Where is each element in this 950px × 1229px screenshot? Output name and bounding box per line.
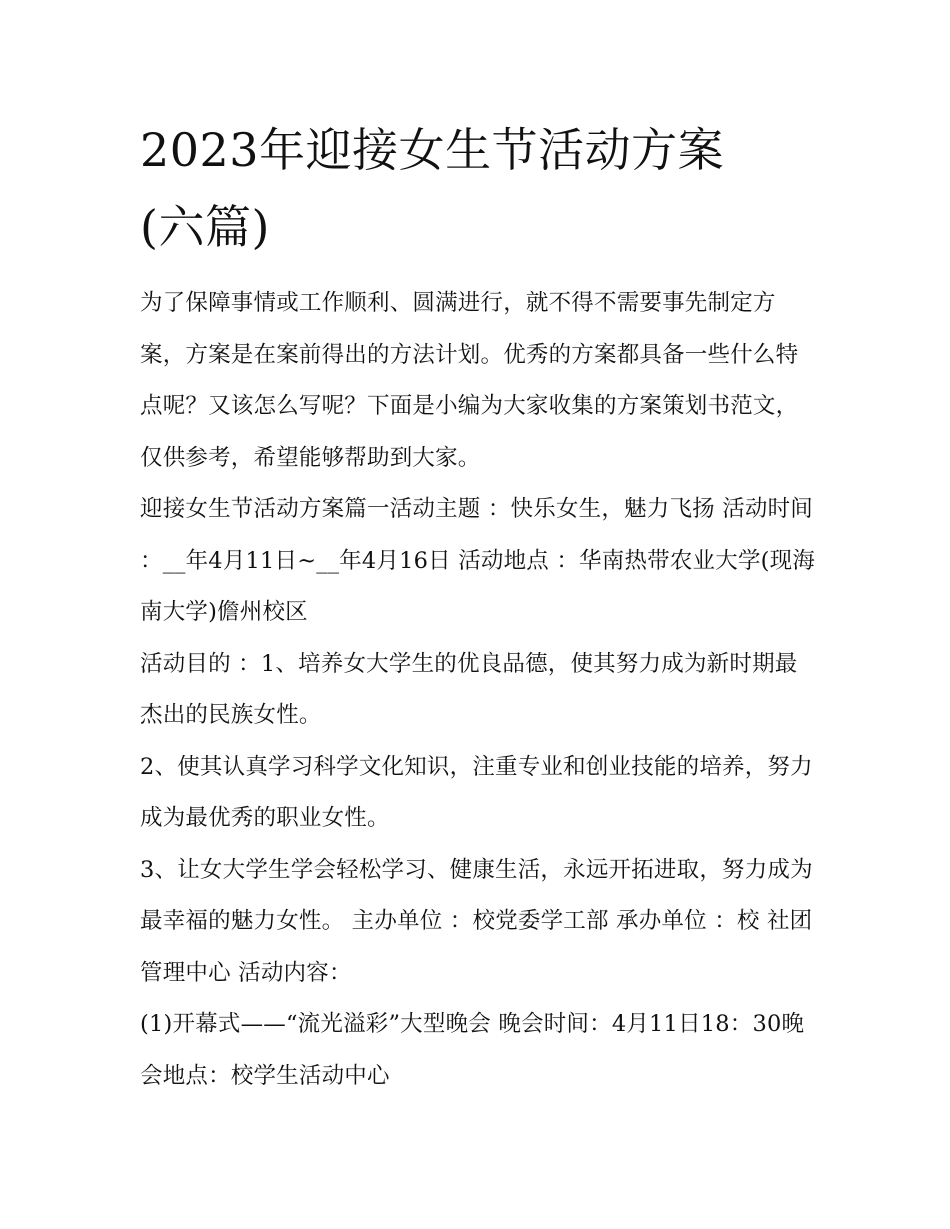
paragraph-intro: 为了保障事情或工作顺利、圆满进行，就不得不需要事先制定方案，方案是在案前得出的方法计划。优秀的方案都具备一些什么特点呢？又该怎么写呢？下面是小编为大家收集的方案策划书范文，仅供参考，希望能够帮助到大家。	[140, 290, 799, 471]
document-title-line-1: 2023年迎接女生节活动方案	[140, 123, 725, 177]
paragraph-purpose-1: 活动目的 ：1、培养女大学生的优良品德，使其努力成为新时期最杰出的民族女性。	[140, 650, 798, 728]
paragraph-purpose-3: 3、让女大学生学会轻松学习、健康生活，永远开拓进取，努力成为最幸福的魅力女性。 主办单位 ：校党委学工部 承办单位 ：校 社团管理中心 活动内容：	[140, 856, 813, 986]
paragraph-purpose-2: 2、使其认真学习科学文化知识，注重专业和创业技能的培养，努力成为最优秀的职业女性。	[140, 753, 813, 831]
document-body	[140, 278, 820, 1102]
document-content	[140, 112, 820, 1102]
paragraph-opening: (1)开幕式——“流光溢彩”大型晚会 晚会时间：4月11日18：30晚会地点：校学生活动中心	[140, 1011, 805, 1089]
document-title	[140, 112, 820, 266]
document-title-line-2: (六篇)	[140, 200, 270, 254]
paragraph-activity-info: 迎接女生节活动方案篇一活动主题 ：快乐女生，魅力飞扬 活动时间 ：__年4月11日~__年4月16日 活动地点 ：华南热带农业大学(现海南大学)儋州校区	[140, 496, 816, 625]
